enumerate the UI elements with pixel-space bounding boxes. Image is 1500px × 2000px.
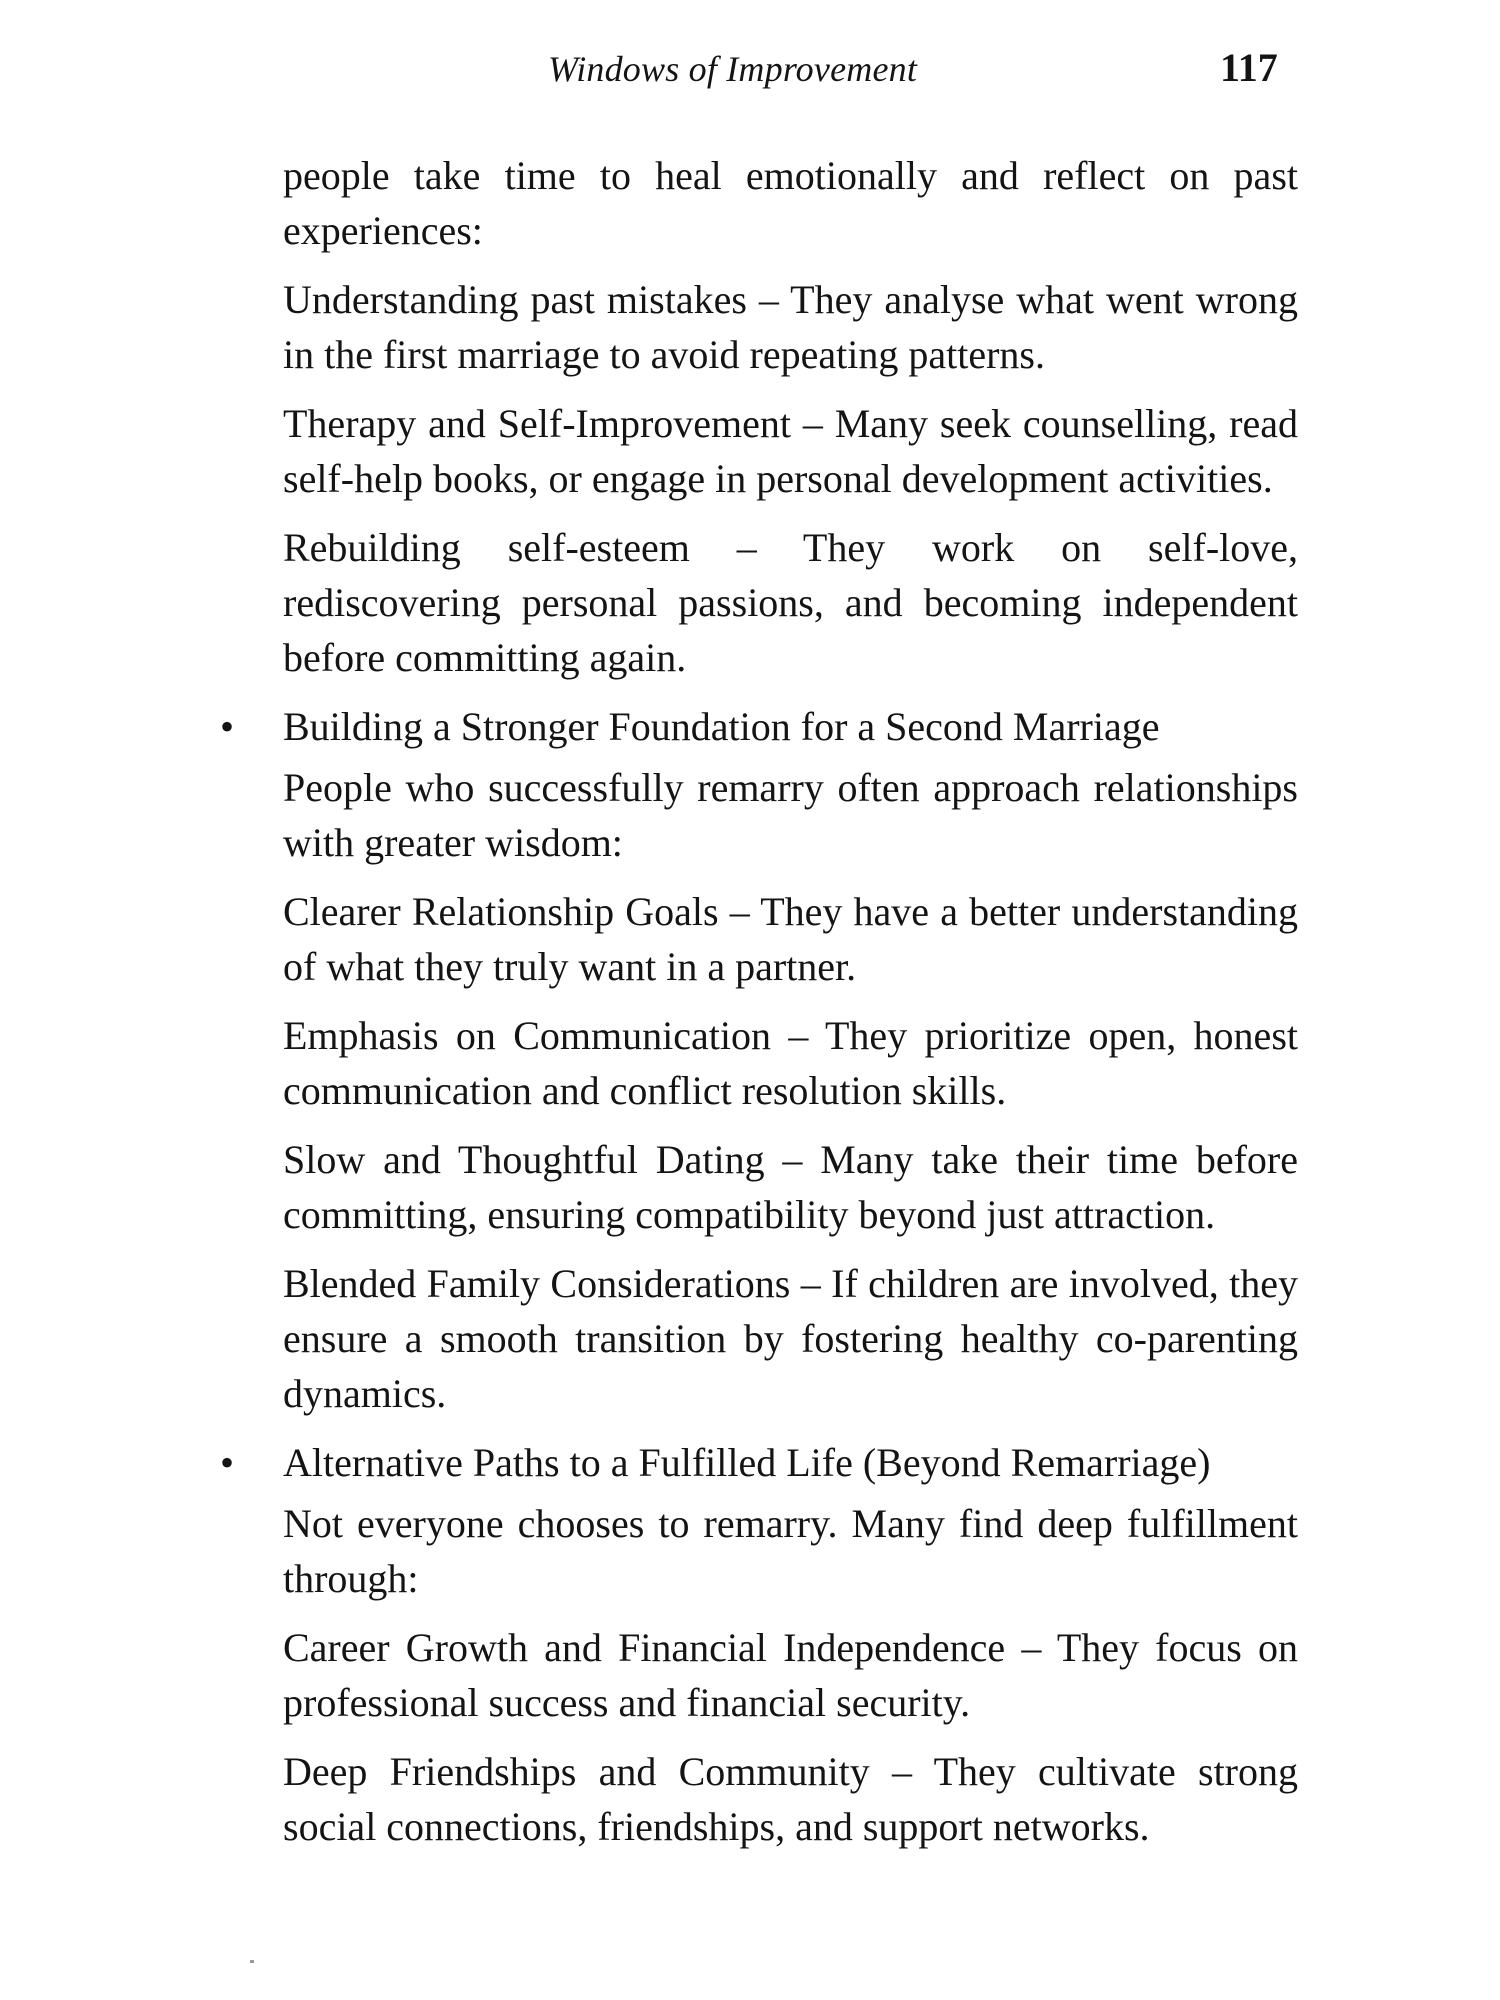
bullet-icon: • <box>219 704 234 749</box>
bullet-heading-alternative-paths <box>219 1435 1298 1490</box>
item-career-growth: Career Growth and Financial Independence – They focus on professional success and financial security. <box>283 1625 1298 1725</box>
item-blended-family-considerations: Blended Family Considerations – If children are involved, they ensure a smooth transition by fostering healthy co-parenting dynamics. <box>283 1261 1298 1416</box>
item-deep-friendships: Deep Friendships and Community – They cultivate strong social connections, friendships, and support networks. <box>283 1749 1298 1849</box>
section-lead-paragraph: Not everyone chooses to remarry. Many find deep fulfillment through: <box>283 1501 1298 1601</box>
intro-item-therapy-self-improvement: Therapy and Self-Improvement – Many seek counselling, read self-help books, or engage in personal development activities. <box>283 401 1298 501</box>
intro-item-rebuilding-self-esteem: Rebuilding self-esteem – They work on self-love, rediscovering personal passions, and becoming independent before committing again. <box>283 525 1298 680</box>
section-heading: Building a Stronger Foundation for a Second Marriage <box>283 704 1160 749</box>
bullet-heading-second-marriage <box>219 699 1298 754</box>
page-number: 117 <box>1220 45 1278 90</box>
body-text <box>219 148 1298 1854</box>
item-clearer-relationship-goals: Clearer Relationship Goals – They have a better understanding of what they truly want in a partner. <box>283 889 1298 989</box>
running-header-title: Windows of Improvement <box>548 49 918 89</box>
bullet-icon: • <box>219 1440 234 1485</box>
section-lead-paragraph: People who successfully remarry often approach relationships with greater wisdom: <box>283 765 1298 865</box>
item-emphasis-on-communication: Emphasis on Communication – They prioritize open, honest communication and conflict resolution skills. <box>283 1013 1298 1113</box>
scan-speck <box>250 1960 254 1963</box>
continuation-paragraph: people take time to heal emotionally and reflect on past experiences: <box>283 153 1298 253</box>
item-slow-thoughtful-dating: Slow and Thoughtful Dating – Many take their time before committing, ensuring compatibility beyond just attraction. <box>283 1137 1298 1237</box>
intro-item-understanding-past-mistakes: Understanding past mistakes – They analyse what went wrong in the first marriage to avoid repeating patterns. <box>283 277 1298 377</box>
section-heading: Alternative Paths to a Fulfilled Life (Beyond Remarriage) <box>283 1440 1211 1485</box>
